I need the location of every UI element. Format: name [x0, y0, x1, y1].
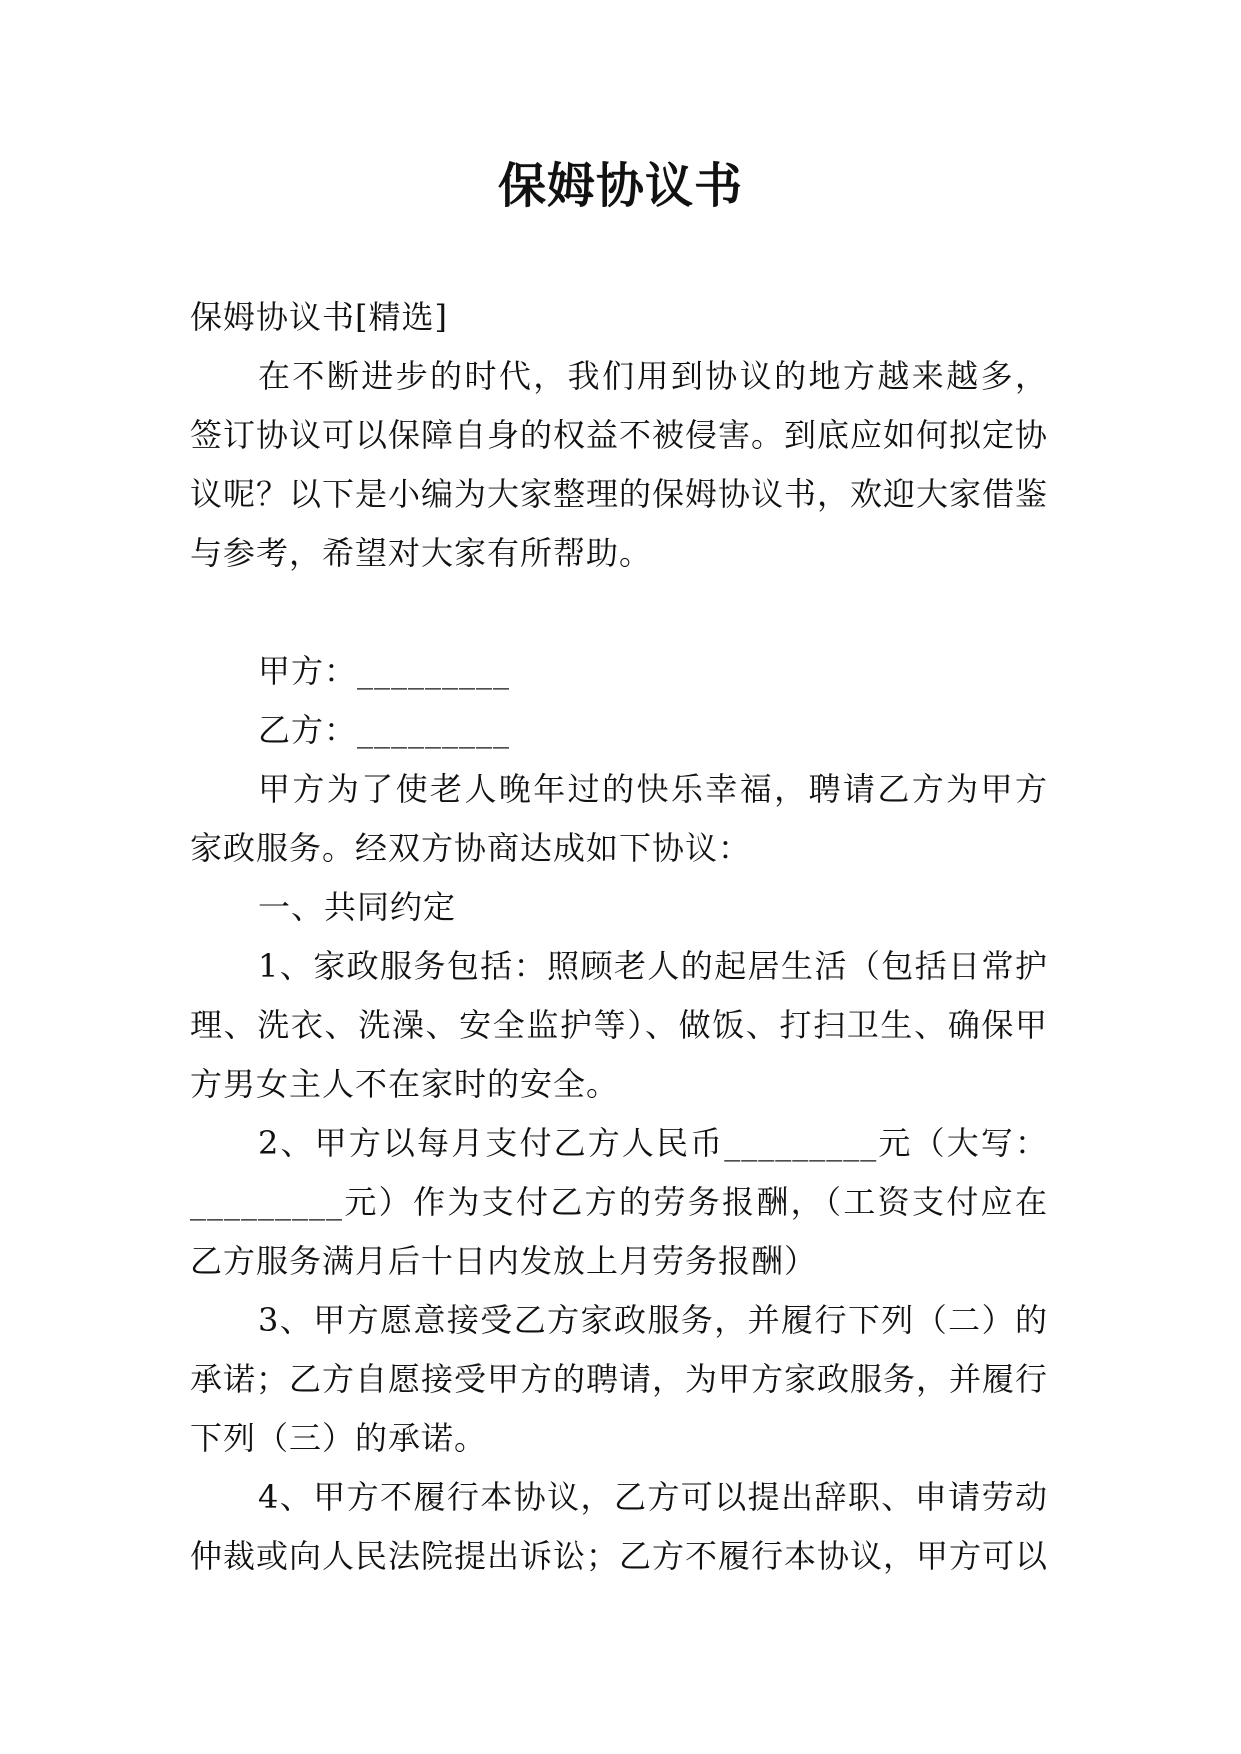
document-body	[190, 288, 1048, 1586]
party-a-line: 甲方：_________	[258, 652, 511, 690]
intro-paragraph: 在不断进步的时代，我们用到协议的地方越来越多，签订协议可以保障自身的权益不被侵害。到底应如何拟定协议呢？以下是小编为大家整理的保姆协议书，欢迎大家借鉴与参考，希望对大家有所帮助。	[190, 357, 1049, 572]
blank-line	[190, 583, 1048, 642]
clause-2: 2、甲方以每月支付乙方人民币_________元（大写：_________元）作为支付乙方的劳务报酬，（工资支付应在乙方服务满月后十日内发放上月劳务报酬）	[190, 1124, 1048, 1280]
document-subtitle: 保姆协议书[精选]	[190, 298, 448, 336]
clause-1: 1、家政服务包括：照顾老人的起居生活（包括日常护理、洗衣、洗澡、安全监护等）、做饭、打扫卫生、确保甲方男女主人不在家时的安全。	[190, 947, 1048, 1103]
clause-3: 3、甲方愿意接受乙方家政服务，并履行下列（二）的承诺；乙方自愿接受甲方的聘请，为甲方家政服务，并履行下列（三）的承诺。	[190, 1301, 1049, 1457]
document-title: 保姆协议书	[497, 158, 743, 214]
clause-4: 4、甲方不履行本协议，乙方可以提出辞职、申请劳动仲裁或向人民法院提出诉讼；乙方不履行本协议，甲方可以	[190, 1478, 1049, 1575]
party-b-line: 乙方：_________	[258, 711, 511, 749]
section-heading: 一、共同约定	[258, 888, 457, 926]
preamble-paragraph: 甲方为了使老人晚年过的快乐幸福，聘请乙方为甲方家政服务。经双方协商达成如下协议：	[190, 770, 1048, 867]
